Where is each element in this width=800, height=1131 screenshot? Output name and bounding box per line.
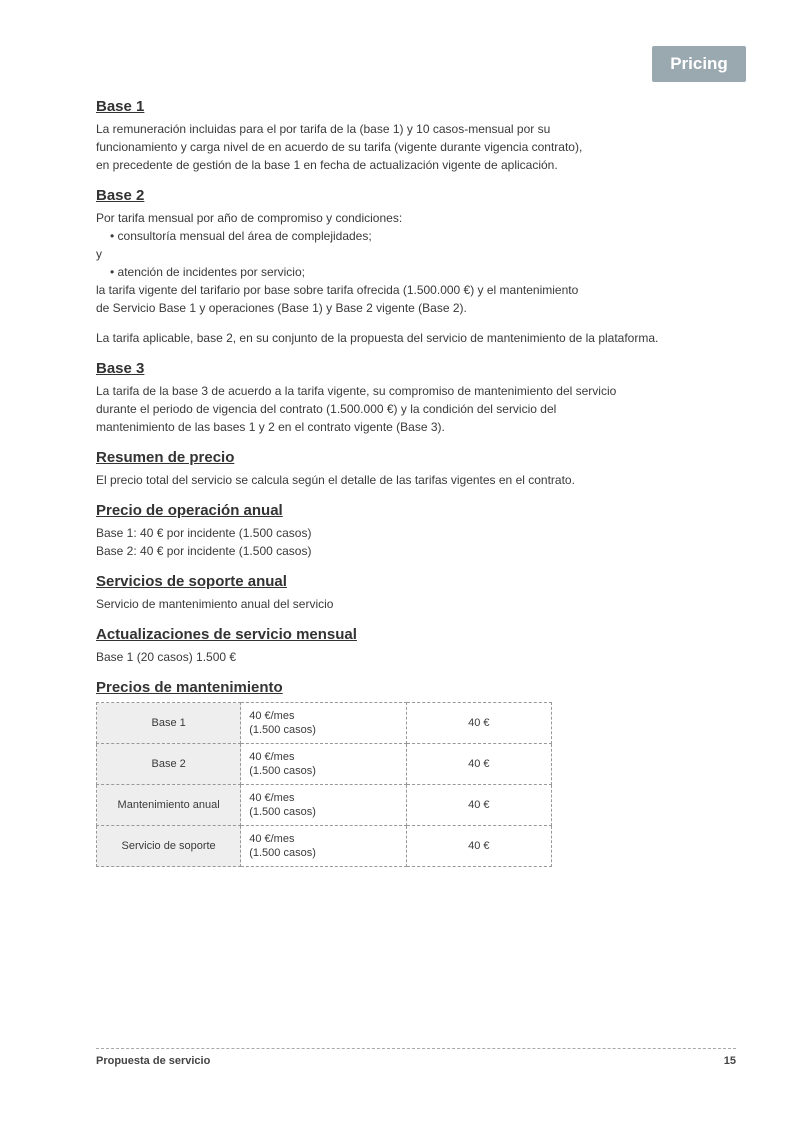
paragraph-line: la tarifa vigente del tarifario por base sobre tarifa ofrecida (1.500.000 €) y el mantenimiento [96, 283, 579, 297]
section-operation-price [96, 502, 736, 559]
section-support [96, 573, 736, 612]
description-line: 40 €/mes [249, 833, 295, 845]
section-title: Precio de operación anual [96, 502, 283, 519]
paragraph-line: de Servicio Base 1 y operaciones (Base 1) y Base 2 vigente (Base 2). [96, 301, 467, 315]
row-price: 40 € [406, 703, 551, 744]
table-row [97, 785, 552, 826]
section-base-3 [96, 360, 736, 435]
row-label: Base 2 [97, 744, 241, 785]
description-line: (1.500 casos) [249, 806, 316, 818]
paragraph-line: La tarifa de la base 3 de acuerdo a la tarifa vigente, su compromiso de mantenimiento del servicio [96, 384, 617, 398]
paragraph-line: funcionamiento y carga nivel de en acuerdo de su tarifa (vigente durante vigencia contrato), [96, 140, 583, 154]
paragraph-line: Servicio de mantenimiento anual del servicio [96, 597, 334, 611]
paragraph-line: mantenimiento de las bases 1 y 2 en el contrato vigente (Base 3). [96, 420, 445, 434]
row-price: 40 € [406, 744, 551, 785]
paragraph-line: y [96, 247, 102, 261]
section-title: Actualizaciones de servicio mensual [96, 626, 357, 643]
section-title: Precios de mantenimiento [96, 679, 283, 696]
row-label: Base 1 [97, 703, 241, 744]
section-title: Servicios de soporte anual [96, 573, 287, 590]
description-line: (1.500 casos) [249, 847, 316, 859]
row-price: 40 € [406, 826, 551, 867]
table-row [97, 826, 552, 867]
pricing-table [96, 702, 552, 867]
description-line: (1.500 casos) [249, 724, 316, 736]
section-updates [96, 626, 736, 665]
section-title: Base 1 [96, 98, 145, 115]
paragraph-line: en precedente de gestión de la base 1 en fecha de actualización vigente de aplicación. [96, 158, 558, 172]
document-body [96, 98, 736, 881]
page-footer [96, 1048, 736, 1067]
section-summary [96, 449, 736, 488]
description-line: (1.500 casos) [249, 765, 316, 777]
footer-title: Propuesta de servicio [96, 1055, 211, 1067]
section-base-1 [96, 98, 736, 173]
paragraph-line: durante el periodo de vigencia del contrato (1.500.000 €) y la condición del servicio del [96, 402, 557, 416]
paragraph-line: Por tarifa mensual por año de compromiso y condiciones: [96, 211, 403, 225]
paragraph-line: Base 2: 40 € por incidente (1.500 casos) [96, 544, 312, 558]
page-number: 15 [723, 1055, 736, 1067]
paragraph-line: Base 1: 40 € por incidente (1.500 casos) [96, 526, 312, 540]
description-line: 40 €/mes [249, 710, 295, 722]
row-description [241, 785, 406, 826]
note-paragraph: La tarifa aplicable, base 2, en su conjunto de la propuesta del servicio de mantenimiento de la plataforma. [96, 331, 659, 345]
description-line: 40 €/mes [249, 792, 295, 804]
section-base-2 [96, 187, 736, 346]
row-description [241, 826, 406, 867]
row-description [241, 703, 406, 744]
description-line: 40 €/mes [249, 751, 295, 763]
table-row [97, 744, 552, 785]
row-label: Mantenimiento anual [97, 785, 241, 826]
section-title: Base 2 [96, 187, 145, 204]
bullet-item: • consultoría mensual del área de complejidades; [110, 229, 372, 243]
row-label: Servicio de soporte [97, 826, 241, 867]
section-title: Resumen de precio [96, 449, 235, 466]
section-title: Base 3 [96, 360, 145, 377]
pricing-tag: Pricing [652, 46, 746, 82]
paragraph-line: El precio total del servicio se calcula según el detalle de las tarifas vigentes en el contrato. [96, 473, 575, 487]
paragraph-line: Base 1 (20 casos) 1.500 € [96, 650, 237, 664]
section-maintenance-prices [96, 679, 736, 867]
row-price: 40 € [406, 785, 551, 826]
table-row [97, 703, 552, 744]
row-description [241, 744, 406, 785]
bullet-item: • atención de incidentes por servicio; [110, 265, 305, 279]
paragraph-line: La remuneración incluidas para el por tarifa de la (base 1) y 10 casos-mensual por su [96, 122, 551, 136]
